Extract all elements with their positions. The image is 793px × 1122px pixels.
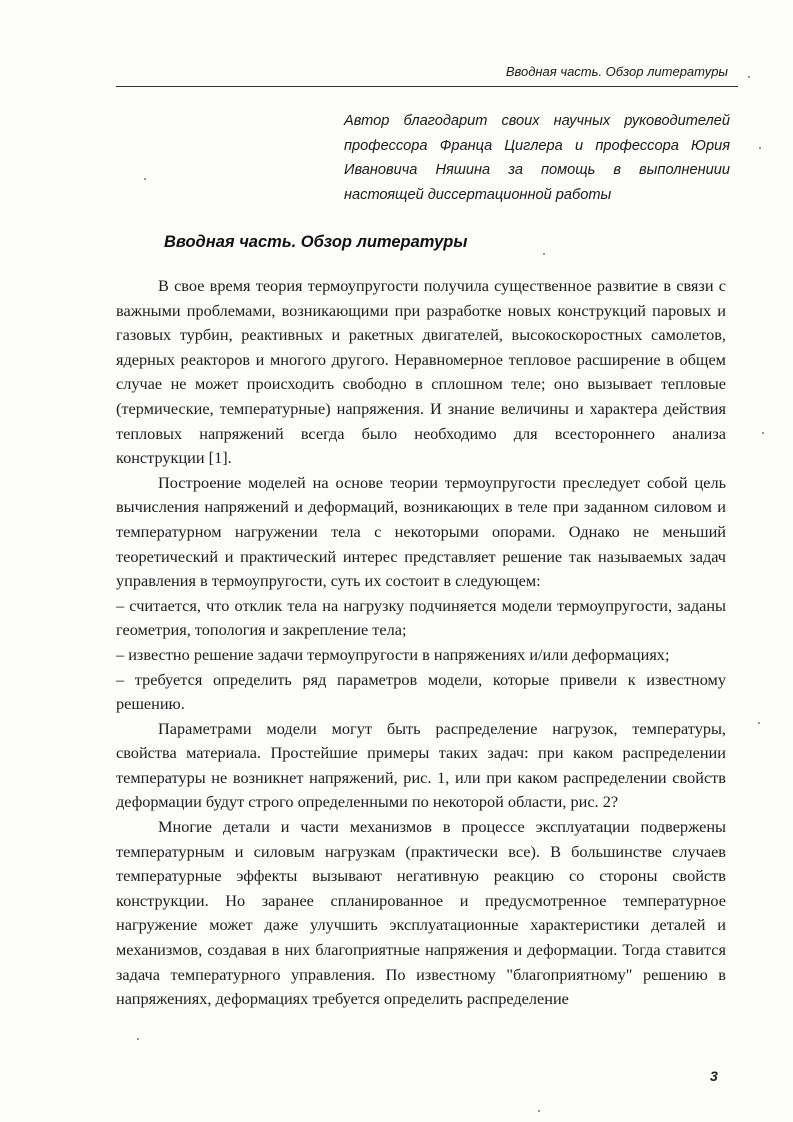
paragraph: Построение моделей на основе теории термоупругости преследует собой цель вычисления напряжений и деформаций, возникающих в теле при заданном силовом и температурном нагружении тела с некоторыми опорами. Однако не меньший теоретический и практический интерес представляет решение так называемых задач управления в термоупругости, суть их состоит в следующем: — [116, 472, 726, 591]
body-text — [116, 274, 726, 1012]
scan-speck — [137, 1038, 139, 1040]
list-item: – считается, что отклик тела на нагрузку подчиняется модели термоупругости, заданы геометрия, топология и закрепление тела; — [116, 595, 726, 640]
paragraph: Многие детали и части механизмов в процессе эксплуатации подвержены температурным и силовым нагрузкам (практически все). В большинстве случаев температурные эффекты вызывают негативную реакцию со стороны свойств конструкции. Но заранее спланированное и предусмотренное температурное нагружение может даже улучшить эксплуатационные характеристики деталей и механизмов, создавая в них благоприятные напряжения и деформации. Тогда ставится задача температурного управления. По известному "благоприятному" решению в напряжениях, деформациях требуется определить распределение — [116, 817, 726, 1009]
running-header: Вводная часть. Обзор литературы — [505, 64, 728, 79]
scan-speck — [762, 432, 764, 434]
scan-speck — [759, 147, 761, 149]
list-item: – требуется определить ряд параметров модели, которые привели к известному решению. — [116, 669, 726, 714]
scan-speck — [543, 253, 545, 255]
acknowledgement-text: Автор благодарит своих научных руководителей профессора Франца Циглера и профессора Юрия Ивановича Няшина за помощь в выполнениии настоящей диссертационной работы — [344, 113, 730, 203]
scan-speck — [748, 76, 750, 78]
header-rule — [116, 86, 738, 87]
scan-speck — [144, 178, 146, 180]
section-title: Вводная часть. Обзор литературы — [164, 233, 468, 251]
paragraph: Параметрами модели могут быть распределение нагрузок, температуры, свойства материала. Простейшие примеры таких задач: при каком распределении температуры не возникнет напряжений, рис. 1, или при каком распределении свойств деформации будут строго определенными по некоторой области, рис. 2? — [116, 718, 726, 812]
paragraph: В свое время теория термоупругости получила существенное развитие в связи с важными проблемами, возникающими при разработке новых конструкций паровых и газовых турбин, реактивных и ракетных двигателей, высокоскоростных самолетов, ядерных реакторов и многого другого. Неравномерное тепловое расширение в общем случае не может происходить свободно в сплошном теле; оно вызывает тепловые (термические, температурные) напряжения. И знание величины и характера действия тепловых напряжений всегда было необходимо для всестороннего анализа конструкции [1]. — [116, 276, 726, 468]
scan-speck — [538, 1110, 540, 1112]
page-number: 3 — [710, 1068, 718, 1084]
scan-speck — [758, 722, 760, 724]
list-item: – известно решение задачи термоупругости в напряжениях и/или деформациях; — [116, 644, 670, 664]
